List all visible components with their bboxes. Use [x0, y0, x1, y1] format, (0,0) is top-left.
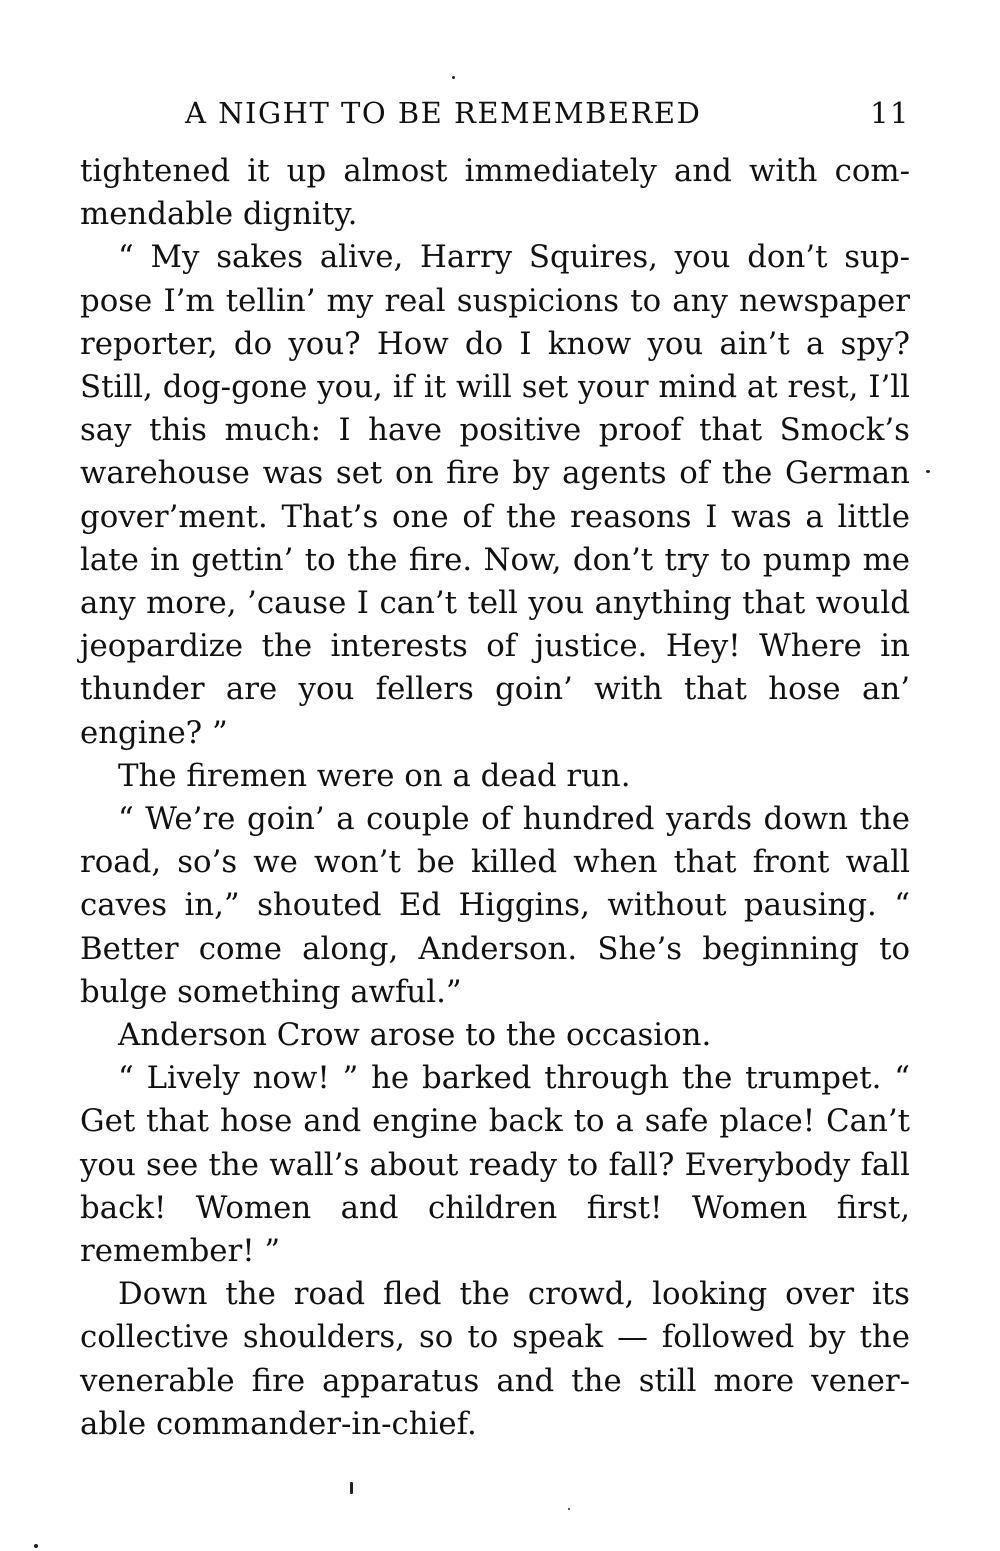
paragraph-3: The firemen were on a dead run. [118, 757, 631, 794]
print-speck [568, 1508, 570, 1510]
print-speck [34, 1544, 38, 1548]
paragraph-7: Down the road fled the crowd, looking over its collective shoulders, so to speak — followed by the venerable fire apparatus and the still more venerable commander-in-chief. [80, 1276, 910, 1442]
print-speck [452, 76, 455, 79]
paragraph-6: “ Lively now! ” he barked through the trumpet. “ Get that hose and engine back to a safe place! Can’t you see the wall’s about ready to fall? Everybody fall back! Women and children first! Women first, remember! ” [80, 1060, 910, 1270]
print-speck [350, 1482, 353, 1494]
paragraph-1: tightened it up almost immediately and with commendable dignity. [80, 153, 910, 233]
book-page [80, 96, 910, 1446]
body-text [80, 150, 910, 1446]
paragraph-2: “ My sakes alive, Harry Squires, you don’t suppose I’m tellin’ my real suspicions to any newspaper reporter, do you? How do I know you ain’t a spy? Still, dog-gone you, if it will set your mind at rest, I’ll say this much: I have positive proof that Smock’s warehouse was set on fire by agents of the German gover’ment. That’s one of the reasons I was a little late in gettin’ to the fire. Now, don’t try to pump me any more, ’cause I can’t tell you anything that would jeopardize the interests of justice. Hey! Where in thunder are you fellers goin’ with that hose an’ engine? ” [80, 239, 910, 751]
paragraph-4: “ We’re goin’ a couple of hundred yards down the road, so’s we won’t be killed when that front wall caves in,” shouted Ed Higgins, without pausing. “ Better come along, Anderson. She’s beginning to bulge something awful.” [80, 801, 910, 1010]
paragraph-5: Anderson Crow arose to the occasion. [118, 1017, 712, 1054]
chapter-title: A NIGHT TO BE REMEMBERED [185, 96, 702, 130]
page-number: 11 [870, 96, 910, 130]
print-speck [926, 470, 930, 473]
running-head [80, 96, 910, 142]
